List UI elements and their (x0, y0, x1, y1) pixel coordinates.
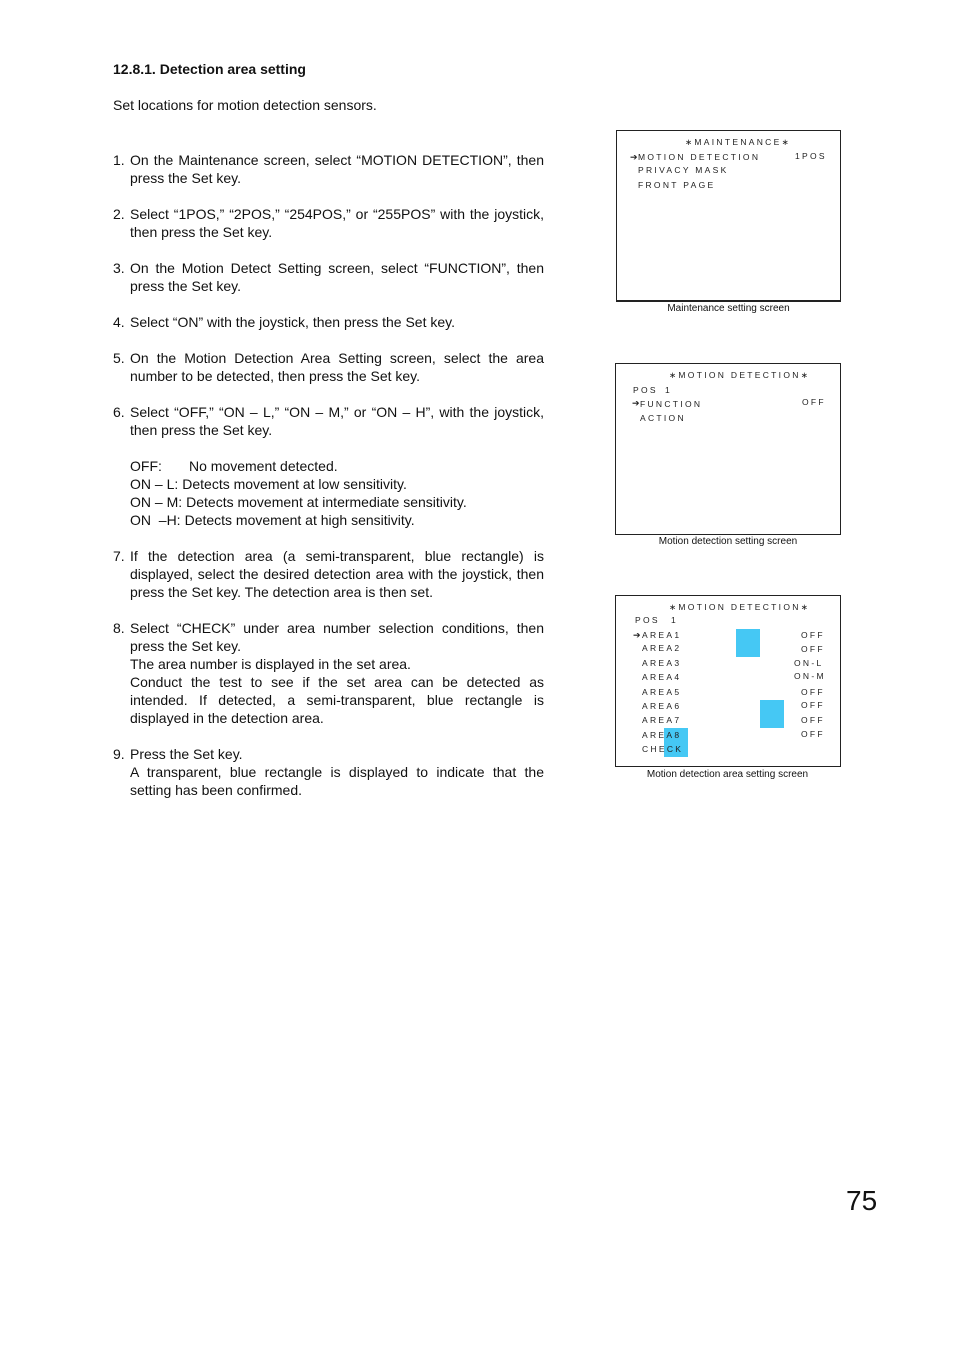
legend-row-on-m: ON – M: Detects movement at intermediate sensitivity. (130, 494, 467, 510)
intro-text: Set locations for motion detection sensors. (113, 97, 377, 113)
maintenance-screen (616, 130, 841, 302)
area-value: OFF (801, 644, 825, 654)
screen-title: ∗MOTION DETECTION∗ (669, 602, 811, 612)
check-item: CHECK (642, 744, 684, 754)
step-3: 3. On the Motion Detect Setting screen, select “FUNCTION”, then press the Set key. (113, 260, 544, 294)
menu-item-action: ACTION (640, 413, 686, 423)
area-value: ON-L (794, 658, 824, 668)
motion-detection-screen (615, 363, 841, 535)
detection-area-screen-caption: Motion detection area setting screen (646, 769, 809, 780)
area-label: AREA6 (642, 701, 682, 711)
screen-title: ∗MAINTENANCE∗ (685, 137, 792, 147)
area-value: OFF (801, 687, 825, 697)
area-value: OFF (801, 715, 825, 725)
legend-row-on-h: ON –H: Detects movement at high sensitivity. (130, 512, 415, 528)
pos-value: 1 (671, 615, 679, 625)
area-label: AREA5 (642, 687, 682, 697)
menu-item-value: 1POS (795, 151, 827, 161)
sensitivity-legend (130, 457, 544, 529)
function-value: OFF (802, 397, 826, 407)
step-6: 6. Select “OFF,” “ON – L,” “ON – M,” or “ON – H”, with the joystick, then press the Set key. OFF: No movement detected. ON – L: Detects movement at low sensitivity. ON – M: Detects movement at intermediate sensitivity. ON –H: Detects movement at high sensitivity. (113, 404, 544, 528)
step-2: 2. Select “1POS,” “2POS,” “254POS,” or “255POS” with the joystick, then press the Set key. (113, 206, 544, 240)
screen-title: ∗MOTION DETECTION∗ (669, 370, 811, 380)
area-value: OFF (801, 729, 825, 739)
area-label: AREA7 (642, 715, 682, 725)
cursor-arrow-icon: ➔ (630, 152, 638, 162)
menu-item-front-page: FRONT PAGE (638, 180, 716, 190)
area-label: AREA8 (642, 730, 682, 740)
legend-row-off: OFF: No movement detected. (130, 458, 338, 474)
menu-item-motion-detection: MOTION DETECTION (638, 152, 761, 162)
cursor-arrow-icon: ➔ (633, 630, 641, 640)
menu-item-function: FUNCTION (640, 399, 703, 409)
pos-value: 1 (665, 385, 673, 395)
area-label: AREA2 (642, 643, 682, 653)
detection-area-screen (615, 595, 841, 767)
page-number: 75 (846, 1185, 878, 1216)
step-1: 1. On the Maintenance screen, select “MOTION DETECTION”, then press the Set key. (113, 152, 544, 186)
area-value: OFF (801, 700, 825, 710)
legend-row-on-l: ON – L: Detects movement at low sensitivity. (130, 476, 407, 492)
steps-list (113, 151, 544, 799)
area-value: OFF (801, 630, 825, 640)
motion-detection-screen-caption: Motion detection setting screen (658, 536, 798, 547)
step-7: 7. If the detection area (a semi-transparent, blue rectangle) is displayed, select the desired detection area with the joystick, then press the Set key. The detection area is then set. (113, 548, 544, 600)
pos-label: POS (633, 385, 658, 395)
detection-area-rect (760, 700, 784, 728)
area-label: AREA1 (642, 630, 682, 640)
pos-label: POS (635, 615, 660, 625)
menu-item-privacy-mask: PRIVACY MASK (638, 165, 729, 175)
step-9: 9. Press the Set key. A transparent, blue rectangle is displayed to indicate that the setting has been confirmed. (113, 746, 544, 798)
section-heading: 12.8.1. Detection area setting (113, 61, 306, 77)
step-5: 5. On the Motion Detection Area Setting screen, select the area number to be detected, then press the Set key. (113, 350, 544, 384)
area-label: AREA4 (642, 672, 682, 682)
area-label: AREA3 (642, 658, 682, 668)
cursor-arrow-icon: ➔ (632, 398, 640, 408)
maintenance-screen-caption: Maintenance setting screen (667, 303, 790, 314)
step-4: 4. Select “ON” with the joystick, then press the Set key. (113, 314, 455, 330)
area-value: ON-M (794, 671, 826, 681)
step-8: 8. Select “CHECK” under area number selection conditions, then press the Set key. The area number is displayed in the set area. Conduct the test to see if the set area can be detected as intended. If detected, a semi-transparent, blue rectangle is displayed in the detection area. (113, 620, 544, 726)
detection-area-rect (736, 629, 760, 657)
